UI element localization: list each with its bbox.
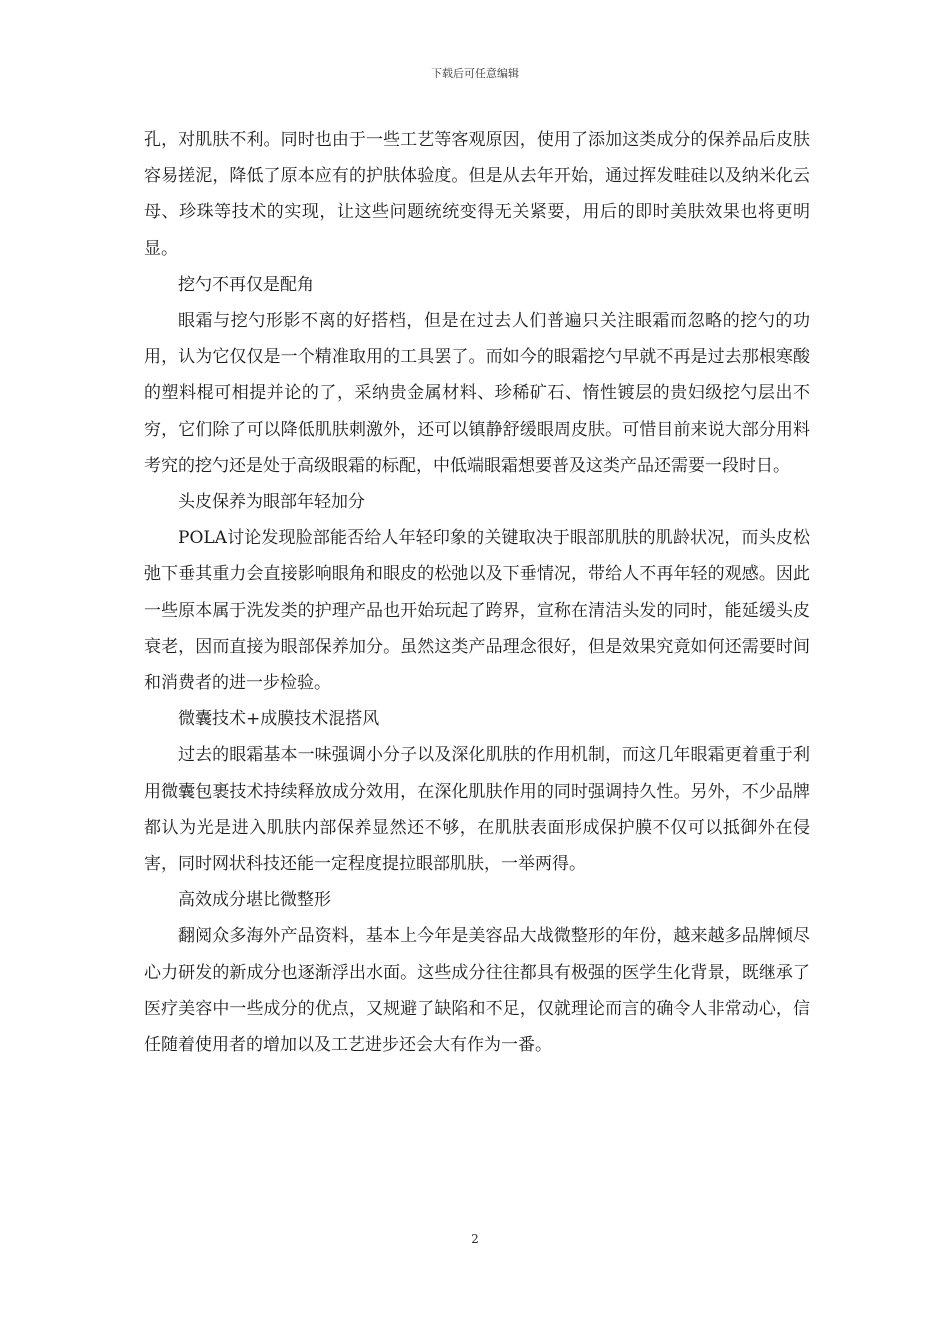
paragraph: 孔，对肌肤不利。同时也由于一些工艺等客观原因，使用了添加这类成分的保养品后皮肤容易搓泥，降低了原本应有的护肤体验度。但是从去年开始，通过挥发畦硅以及纳米化云母、珍珠等技术的实现，让这些问题统统变得无关紧要，用后的即时美肤效果也将更明显。 xyxy=(144,130,810,259)
page-header-note: 下载后可任意编辑 xyxy=(431,67,519,80)
paragraph: 翻阅众多海外产品资料，基本上今年是美容品大战微整形的年份，越来越多品牌倾尽心力研发的新成分也逐渐浮出水面。这些成分往往都具有极强的医学生化背景，既继承了医疗美容中一些成分的优点，又规避了缺陷和不足，仅就理论而言的确令人非常动心，信任随着使用者的增加以及工艺进步还会大有作为一番。 xyxy=(144,926,810,1056)
paragraph: POLA讨论发现脸部能否给人年轻印象的关键取决于眼部肌肤的肌龄状况，而头皮松弛下垂其重力会直接影响眼角和眼皮的松弛以及下垂情况，带给人不再年轻的观感。因此一些原本属于洗发类的护理产品也开始玩起了跨界，宣称在清洁头发的同时，能延缓头皮衰老，因而直接为眼部保养加分。虽然这类产品理念很好，但是效果究竟如何还需要时间和消费者的进一步检验。 xyxy=(144,528,810,694)
section-heading: 头皮保养为眼部年轻加分 xyxy=(178,492,365,513)
document-body xyxy=(144,122,810,1063)
page-number: 2 xyxy=(471,1232,479,1246)
section-heading: 微囊技术+成膜技术混搭风 xyxy=(178,709,380,730)
section-heading: 挖勺不再仅是配角 xyxy=(178,274,314,295)
paragraph: 眼霜与挖勺形影不离的好搭档，但是在过去人们普遍只关注眼霜而忽略的挖勺的功用，认为它仅仅是一个精准取用的工具罢了。而如今的眼霜挖勺早就不再是过去那根寒酸的塑料棍可相提并论的了，采纳贵金属材料、珍稀矿石、惰性镀层的贵妇级挖勺层出不穷，它们除了可以降低肌肤刺激外，还可以镇静舒缓眼周皮肤。可惜目前来说大部分用料考究的挖勺还是处于高级眼霜的标配，中低端眼霜想要普及这类产品还需要一段时日。 xyxy=(144,311,810,476)
section-heading: 高效成分堪比微整形 xyxy=(178,890,331,911)
paragraph: 过去的眼霜基本一味强调小分子以及深化肌肤的作用机制，而这几年眼霜更着重于利用微囊包裹技术持续释放成分效用，在深化肌肤作用的同时强调持久性。另外，不少品牌都认为光是进入肌肤内部保养显然还不够，在肌肤表面形成保护膜不仅可以抵御外在侵害，同时网状科技还能一定程度提拉眼部肌肤，一举两得。 xyxy=(144,745,810,875)
